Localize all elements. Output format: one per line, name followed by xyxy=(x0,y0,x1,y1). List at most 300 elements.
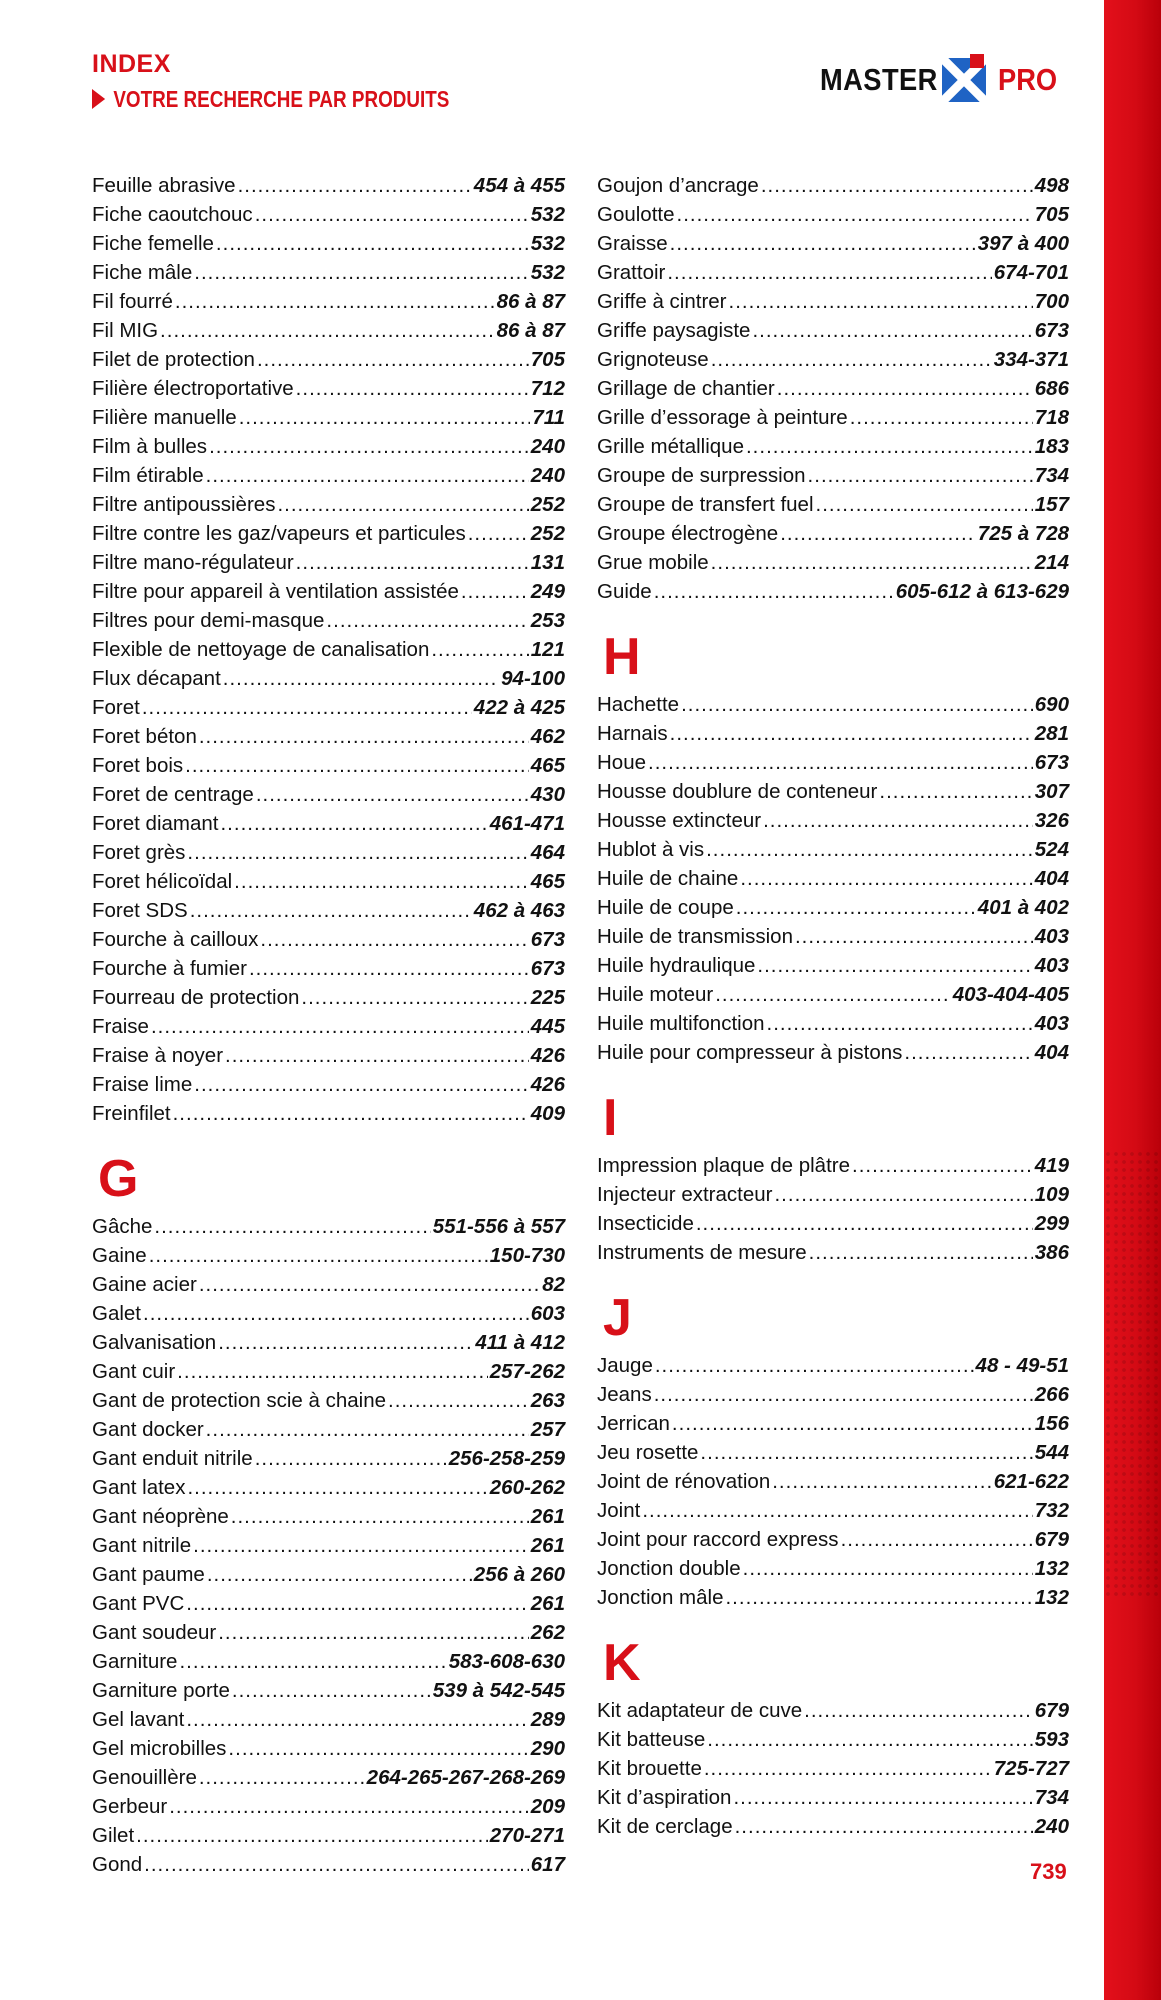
entry-term: Huile de transmission xyxy=(597,925,793,948)
dot-leader xyxy=(780,519,976,548)
entry-page: 252 xyxy=(530,493,565,516)
entry-page: 539 à 542-545 xyxy=(432,1679,565,1702)
dot-leader xyxy=(841,1525,1033,1554)
dot-leader xyxy=(209,432,529,461)
dot-leader xyxy=(729,287,1033,316)
entry-page: 156 xyxy=(1034,1412,1069,1435)
dot-leader xyxy=(711,345,992,374)
index-entry xyxy=(92,548,565,577)
entry-page: 256 à 260 xyxy=(473,1563,565,1586)
entry-term: Filtre antipoussières xyxy=(92,493,276,516)
index-entry xyxy=(92,1705,565,1734)
entry-term: Huile hydraulique xyxy=(597,954,756,977)
entry-page: 725-727 xyxy=(993,1757,1069,1780)
entry-page: 132 xyxy=(1034,1557,1069,1580)
entry-page: 386 xyxy=(1034,1241,1069,1264)
dot-leader xyxy=(904,1038,1032,1067)
entry-term: Jeans xyxy=(597,1383,652,1406)
index-entry xyxy=(597,719,1069,748)
entry-page: 290 xyxy=(530,1737,565,1760)
entry-term: Foret de centrage xyxy=(92,783,254,806)
index-entry xyxy=(597,1812,1069,1841)
entry-page: 94-100 xyxy=(501,667,565,690)
dot-leader xyxy=(234,867,529,896)
entry-page: 121 xyxy=(530,638,565,661)
dot-leader xyxy=(136,1821,488,1850)
entry-page: 240 xyxy=(1034,1815,1069,1838)
entry-term: Kit batteuse xyxy=(597,1728,706,1751)
dot-leader xyxy=(804,1696,1033,1725)
dot-leader xyxy=(763,806,1033,835)
entry-term: Grue mobile xyxy=(597,551,709,574)
index-entry xyxy=(92,1792,565,1821)
entry-page: 82 xyxy=(542,1273,565,1296)
dot-leader xyxy=(711,548,1033,577)
dot-leader xyxy=(199,1763,365,1792)
page-number: 739 xyxy=(1030,1859,1067,1884)
entry-term: Griffe paysagiste xyxy=(597,319,751,342)
dot-leader xyxy=(461,577,529,606)
index-entry xyxy=(92,954,565,983)
dot-leader xyxy=(160,316,495,345)
dot-leader xyxy=(816,490,1033,519)
index-entry xyxy=(92,1041,565,1070)
dot-leader xyxy=(206,461,529,490)
dot-leader xyxy=(206,1415,529,1444)
entry-term: Gant soudeur xyxy=(92,1621,217,1644)
entry-page: 257 xyxy=(530,1418,565,1441)
index-entry xyxy=(597,548,1069,577)
dot-leader xyxy=(187,838,528,867)
dot-leader xyxy=(218,1618,529,1647)
section-spacer xyxy=(597,1612,1069,1630)
entry-term: Gâche xyxy=(92,1215,153,1238)
entry-term: Hublot à vis xyxy=(597,838,705,861)
entry-term: Gel microbilles xyxy=(92,1737,227,1760)
entry-term: Insecticide xyxy=(597,1212,694,1235)
section-letter: I xyxy=(603,1089,618,1147)
index-entry xyxy=(597,345,1069,374)
dot-leader xyxy=(388,1386,529,1415)
dot-leader xyxy=(228,1734,528,1763)
entry-page: 262 xyxy=(530,1621,565,1644)
entry-page: 326 xyxy=(1034,809,1069,832)
index-entry xyxy=(92,1212,565,1241)
entry-page: 532 xyxy=(530,261,565,284)
entry-term: Gilet xyxy=(92,1824,135,1847)
entry-page: 150-730 xyxy=(489,1244,565,1267)
entry-term: Fiche femelle xyxy=(92,232,214,255)
dot-leader xyxy=(194,258,529,287)
entry-page: 240 xyxy=(530,435,565,458)
entry-page: 404 xyxy=(1034,867,1069,890)
dot-leader xyxy=(142,693,472,722)
dot-leader xyxy=(736,893,976,922)
index-entry xyxy=(597,171,1069,200)
entry-term: Filière électroportative xyxy=(92,377,294,400)
entry-page: 690 xyxy=(1034,693,1069,716)
index-entry xyxy=(597,893,1069,922)
entry-page: 674-701 xyxy=(993,261,1069,284)
entry-page: 403-404-405 xyxy=(952,983,1069,1006)
entry-term: Injecteur extracteur xyxy=(597,1183,773,1206)
index-entry xyxy=(92,461,565,490)
entry-page: 334-371 xyxy=(993,348,1069,371)
entry-page: 718 xyxy=(1034,406,1069,429)
entry-page: 686 xyxy=(1034,377,1069,400)
entry-term: Fil fourré xyxy=(92,290,173,313)
index-entry xyxy=(597,1467,1069,1496)
entry-page: 307 xyxy=(1034,780,1069,803)
entry-term: Instruments de mesure xyxy=(597,1241,807,1264)
entry-term: Grille métallique xyxy=(597,435,744,458)
dot-leader xyxy=(670,229,976,258)
dot-leader xyxy=(707,1725,1033,1754)
entry-page: 603 xyxy=(530,1302,565,1325)
entry-term: Foret xyxy=(92,696,140,719)
dot-leader xyxy=(677,200,1033,229)
index-entry xyxy=(597,403,1069,432)
entry-term: Fraise xyxy=(92,1015,149,1038)
entry-term: Jerrican xyxy=(597,1412,670,1435)
entry-page: 426 xyxy=(530,1073,565,1096)
entry-page: 498 xyxy=(1034,174,1069,197)
entry-page: 263 xyxy=(530,1389,565,1412)
index-entry xyxy=(92,1386,565,1415)
dot-leader xyxy=(715,980,951,1009)
index-entry xyxy=(597,864,1069,893)
index-entry xyxy=(597,432,1069,461)
index-entry xyxy=(92,780,565,809)
entry-term: Jonction double xyxy=(597,1557,741,1580)
index-entry xyxy=(92,1012,565,1041)
index-entry xyxy=(92,1589,565,1618)
entry-term: Gaine xyxy=(92,1244,147,1267)
entry-page: 403 xyxy=(1034,925,1069,948)
dot-leader xyxy=(223,664,499,693)
entry-term: Harnais xyxy=(597,722,668,745)
dot-leader xyxy=(696,1209,1033,1238)
entry-term: Grignoteuse xyxy=(597,348,709,371)
index-entry xyxy=(597,1725,1069,1754)
dot-leader xyxy=(296,548,529,577)
entry-term: Groupe électrogène xyxy=(597,522,779,545)
entry-term: Impression plaque de plâtre xyxy=(597,1154,850,1177)
dot-leader xyxy=(232,1676,431,1705)
entry-term: Gant néoprène xyxy=(92,1505,229,1528)
entry-page: 712 xyxy=(530,377,565,400)
entry-page: 551-556 à 557 xyxy=(432,1215,565,1238)
entry-term: Kit d’aspiration xyxy=(597,1786,732,1809)
index-entry xyxy=(597,200,1069,229)
dot-leader xyxy=(654,1380,1033,1409)
entry-term: Joint de rénovation xyxy=(597,1470,771,1493)
entry-term: Jauge xyxy=(597,1354,653,1377)
section-spacer xyxy=(597,1267,1069,1285)
entry-term: Houe xyxy=(597,751,647,774)
play-arrow-icon xyxy=(92,89,105,109)
entry-page: 86 à 87 xyxy=(496,290,565,313)
dot-leader xyxy=(225,1041,529,1070)
index-title: INDEX xyxy=(92,50,171,78)
entry-page: 673 xyxy=(530,928,565,951)
entry-term: Foret hélicoïdal xyxy=(92,870,233,893)
section-letter: J xyxy=(603,1289,632,1347)
entry-term: Foret grès xyxy=(92,841,186,864)
dot-leader xyxy=(654,577,894,606)
dot-leader xyxy=(190,896,472,925)
index-entry xyxy=(597,922,1069,951)
entry-term: Feuille abrasive xyxy=(92,174,236,197)
entry-term: Gel lavant xyxy=(92,1708,185,1731)
entry-page: 461-471 xyxy=(489,812,565,835)
entry-page: 281 xyxy=(1034,722,1069,745)
entry-page: 673 xyxy=(530,957,565,980)
entry-term: Huile moteur xyxy=(597,983,714,1006)
index-entry xyxy=(92,1618,565,1647)
entry-page: 419 xyxy=(1034,1154,1069,1177)
entry-term: Gant enduit nitrile xyxy=(92,1447,253,1470)
entry-term: Kit brouette xyxy=(597,1757,702,1780)
dot-leader xyxy=(179,1647,446,1676)
dot-leader xyxy=(186,1705,528,1734)
dot-leader xyxy=(752,316,1032,345)
section-spacer xyxy=(597,606,1069,624)
index-entry xyxy=(597,1009,1069,1038)
entry-term: Film à bulles xyxy=(92,435,208,458)
entry-page: 700 xyxy=(1034,290,1069,313)
entry-term: Fiche mâle xyxy=(92,261,193,284)
entry-page: 264-265-267-268-269 xyxy=(366,1766,565,1789)
index-entry xyxy=(92,171,565,200)
entry-term: Filtre mano-régulateur xyxy=(92,551,294,574)
entry-page: 225 xyxy=(530,986,565,1009)
entry-page: 532 xyxy=(530,232,565,255)
dot-leader xyxy=(238,171,472,200)
entry-page: 454 à 455 xyxy=(473,174,565,197)
index-entry xyxy=(597,1351,1069,1380)
entry-page: 240 xyxy=(530,464,565,487)
entry-term: Jeu rosette xyxy=(597,1441,699,1464)
entry-page: 261 xyxy=(530,1534,565,1557)
entry-page: 679 xyxy=(1034,1528,1069,1551)
entry-term: Huile de chaine xyxy=(597,867,739,890)
index-entry xyxy=(597,1180,1069,1209)
entry-page: 464 xyxy=(530,841,565,864)
index-entry xyxy=(92,635,565,664)
index-entry xyxy=(92,751,565,780)
entry-term: Foret SDS xyxy=(92,899,188,922)
index-entry xyxy=(92,229,565,258)
index-entry xyxy=(92,838,565,867)
entry-page: 617 xyxy=(530,1853,565,1876)
dot-leader xyxy=(700,1438,1032,1467)
entry-term: Filet de protection xyxy=(92,348,255,371)
entry-term: Grillage de chantier xyxy=(597,377,775,400)
entry-term: Gant de protection scie à chaine xyxy=(92,1389,387,1412)
dot-leader xyxy=(277,490,528,519)
entry-page: 257-262 xyxy=(489,1360,565,1383)
dot-leader xyxy=(194,1070,529,1099)
entry-term: Filtre contre les gaz/vapeurs et particules xyxy=(92,522,466,545)
entry-term: Goulotte xyxy=(597,203,675,226)
entry-term: Gant PVC xyxy=(92,1592,185,1615)
entry-page: 261 xyxy=(530,1592,565,1615)
index-entry xyxy=(597,1783,1069,1812)
entry-term: Fourche à fumier xyxy=(92,957,247,980)
dot-leader xyxy=(772,1467,992,1496)
index-entry xyxy=(92,1676,565,1705)
side-red-band xyxy=(1104,0,1161,2000)
section-letter: H xyxy=(603,628,641,686)
entry-page: 249 xyxy=(530,580,565,603)
dot-leader xyxy=(260,925,528,954)
entry-page: 397 à 400 xyxy=(977,232,1069,255)
index-entry xyxy=(92,432,565,461)
dot-leader xyxy=(655,1351,974,1380)
entry-page: 209 xyxy=(530,1795,565,1818)
dot-leader xyxy=(149,1241,488,1270)
entry-page: 673 xyxy=(1034,319,1069,342)
entry-term: Graisse xyxy=(597,232,668,255)
logo-cross-icon xyxy=(936,52,992,108)
entry-term: Foret diamant xyxy=(92,812,219,835)
index-entry xyxy=(92,1270,565,1299)
entry-page: 299 xyxy=(1034,1212,1069,1235)
entry-page: 266 xyxy=(1034,1383,1069,1406)
dot-leader xyxy=(239,403,531,432)
dot-leader xyxy=(733,1783,1032,1812)
entry-term: Foret bois xyxy=(92,754,184,777)
entry-term: Joint pour raccord express xyxy=(597,1528,839,1551)
index-entry xyxy=(597,1525,1069,1554)
dot-leader xyxy=(255,200,529,229)
section-spacer xyxy=(597,1067,1069,1085)
index-entry xyxy=(92,1734,565,1763)
index-entry xyxy=(92,1850,565,1879)
entry-term: Kit adaptateur de cuve xyxy=(597,1699,803,1722)
index-entry xyxy=(92,345,565,374)
index-entry xyxy=(597,1438,1069,1467)
index-entry xyxy=(92,577,565,606)
index-entry xyxy=(92,1415,565,1444)
entry-page: 430 xyxy=(530,783,565,806)
logo-text-master: MASTER xyxy=(820,62,938,97)
entry-page: 289 xyxy=(530,1708,565,1731)
entry-page: 605-612 à 613-629 xyxy=(895,580,1069,603)
index-entry xyxy=(92,722,565,751)
index-column-right xyxy=(597,171,1069,1841)
entry-term: Jonction mâle xyxy=(597,1586,724,1609)
entry-page: 705 xyxy=(1034,203,1069,226)
entry-term: Fil MIG xyxy=(92,319,159,342)
logo-text-pro: PRO xyxy=(998,62,1058,97)
dot-leader xyxy=(809,1238,1033,1267)
dot-leader xyxy=(257,345,529,374)
entry-term: Freinfilet xyxy=(92,1102,171,1125)
entry-term: Gant latex xyxy=(92,1476,186,1499)
entry-term: Fourche à cailloux xyxy=(92,928,259,951)
index-entry xyxy=(92,490,565,519)
dot-leader xyxy=(187,1473,487,1502)
entry-page: 532 xyxy=(530,203,565,226)
entry-page: 593 xyxy=(1034,1728,1069,1751)
dot-leader xyxy=(648,748,1033,777)
index-entry xyxy=(92,1560,565,1589)
entry-page: 411 à 412 xyxy=(475,1331,565,1354)
entry-term: Joint xyxy=(597,1499,641,1522)
entry-term: Flux décapant xyxy=(92,667,221,690)
dot-leader xyxy=(757,951,1032,980)
dot-leader xyxy=(154,1212,430,1241)
entry-page: 253 xyxy=(530,609,565,632)
dot-leader xyxy=(774,1180,1032,1209)
dot-leader xyxy=(706,835,1033,864)
dot-leader xyxy=(175,287,495,316)
index-entry xyxy=(597,1151,1069,1180)
entry-term: Gant docker xyxy=(92,1418,204,1441)
entry-page: 734 xyxy=(1034,1786,1069,1809)
masterpro-logo xyxy=(818,52,1058,108)
index-entry xyxy=(92,1444,565,1473)
index-entry xyxy=(597,1754,1069,1783)
section-spacer xyxy=(92,1128,565,1146)
index-entry xyxy=(92,983,565,1012)
index-entry xyxy=(597,229,1069,258)
entry-page: 131 xyxy=(530,551,565,574)
entry-page: 86 à 87 xyxy=(496,319,565,342)
entry-term: Gerbeur xyxy=(92,1795,168,1818)
section-letter: K xyxy=(603,1634,641,1692)
entry-term: Filière manuelle xyxy=(92,406,237,429)
index-subtitle xyxy=(92,86,449,113)
index-entry xyxy=(92,896,565,925)
entry-term: Foret béton xyxy=(92,725,197,748)
index-entry xyxy=(597,835,1069,864)
dot-leader xyxy=(220,809,487,838)
dot-leader xyxy=(296,374,529,403)
entry-page: 409 xyxy=(530,1102,565,1125)
dot-leader xyxy=(725,1583,1032,1612)
index-entry xyxy=(92,1821,565,1850)
index-entry xyxy=(92,1763,565,1792)
entry-page: 583-608-630 xyxy=(448,1650,565,1673)
dot-leader xyxy=(207,1560,472,1589)
entry-term: Fraise à noyer xyxy=(92,1044,224,1067)
entry-page: 183 xyxy=(1034,435,1069,458)
dot-leader xyxy=(151,1012,529,1041)
index-entry xyxy=(597,1209,1069,1238)
index-entry xyxy=(92,1473,565,1502)
index-entry xyxy=(597,690,1069,719)
index-entry xyxy=(92,664,565,693)
entry-page: 260-262 xyxy=(489,1476,565,1499)
index-entry xyxy=(92,1647,565,1676)
index-entry xyxy=(597,1038,1069,1067)
entry-term: Gaine acier xyxy=(92,1273,197,1296)
dot-leader xyxy=(667,258,991,287)
entry-term: Film étirable xyxy=(92,464,204,487)
dot-leader xyxy=(642,1496,1032,1525)
entry-page: 261 xyxy=(530,1505,565,1528)
entry-term: Garniture xyxy=(92,1650,178,1673)
dot-leader xyxy=(218,1328,473,1357)
entry-page: 132 xyxy=(1034,1586,1069,1609)
entry-term: Fourreau de protection xyxy=(92,986,300,1009)
index-column-left xyxy=(92,171,565,1879)
dot-leader xyxy=(301,983,528,1012)
entry-page: 214 xyxy=(1034,551,1069,574)
